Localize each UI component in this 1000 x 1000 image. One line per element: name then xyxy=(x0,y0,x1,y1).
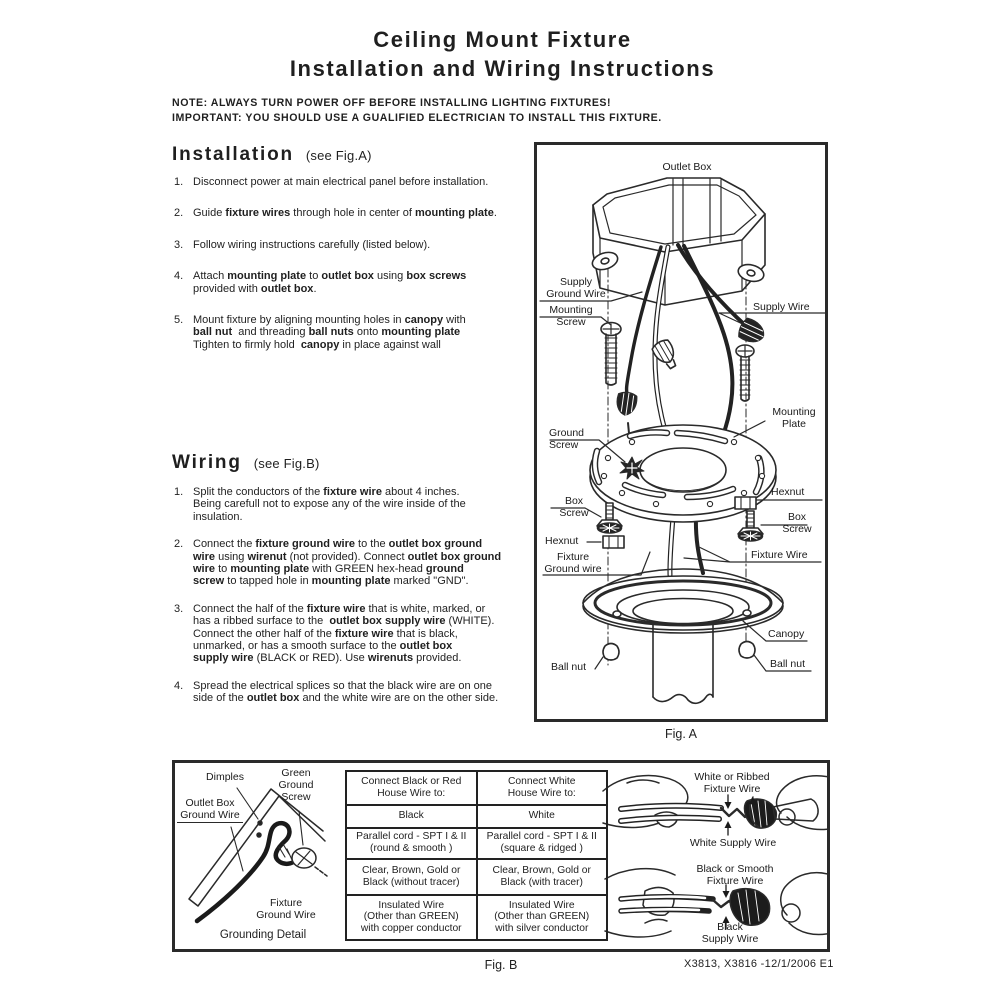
label-green-ground-screw: Green Ground Screw xyxy=(278,767,314,803)
wire-connection-table xyxy=(345,770,608,941)
note-line-2: IMPORTANT: YOU SHOULD USE A GUALIFIED ELECTRICIAN TO INSTALL THIS FIXTURE. xyxy=(172,112,662,124)
grounding-detail-caption: Grounding Detail xyxy=(219,929,307,941)
wiring-step-1: 1. Split the conductors of the fixture wire about 4 inches. Being carefull not to expose any of the wire inside of the insulation. xyxy=(174,486,466,523)
label-hexnut-left: Hexnut xyxy=(545,535,579,547)
fig-a-caption: Fig. A xyxy=(665,727,697,741)
wiring-step-3: 3. Connect the half of the fixture wire that is white, marked, or has a ribbed surface to the outlet box supply wire (WHITE). Connect the other half of the fixture wire that is black, unmarked, or has a smooth surface to the outlet box supply wire (BLACK or RED). Use wirenuts provided. xyxy=(174,602,495,665)
label-ball-nut-left: Ball nut xyxy=(551,661,587,673)
label-fixture-ground-wire: Fixture Ground wire xyxy=(544,551,602,575)
wiring-steps xyxy=(172,486,537,720)
label-black-supply-wire: Black Supply Wire xyxy=(701,921,759,945)
label-mounting-screw: Mounting Screw xyxy=(549,304,593,328)
install-step-2: 2. Guide fixture wires through hole in center of mounting plate. xyxy=(174,207,497,220)
install-step-3: 3. Follow wiring instructions carefully (listed below). xyxy=(174,238,431,251)
label-fixture-ground-wire-b: Fixture Ground Wire xyxy=(256,897,316,921)
label-hexnut-right: Hexnut xyxy=(771,486,805,498)
ball-nut-right-drawing xyxy=(739,642,755,659)
label-ground-screw: Ground Screw xyxy=(549,427,585,451)
installation-fig-ref: (see Fig.A) xyxy=(305,148,372,163)
canopy-drawing xyxy=(583,569,783,703)
wires-drawing xyxy=(627,245,747,575)
wiring-step-4: 4. Spread the electrical splices so that the black wire are on one side of the outlet box and the white wire are on the other side. xyxy=(174,679,499,705)
hexnut-right-drawing xyxy=(735,497,756,509)
label-canopy: Canopy xyxy=(768,628,805,640)
installation-heading: Installation (see Fig.A) xyxy=(172,144,372,165)
label-box-screw-right: Box Screw xyxy=(782,511,812,535)
table-header-white: Connect White House Wire to: xyxy=(477,771,608,805)
hexnut-left-drawing xyxy=(603,536,624,548)
label-mounting-plate: Mounting Plate xyxy=(772,406,816,430)
ball-nut-left-drawing xyxy=(603,644,619,661)
installation-steps xyxy=(172,176,537,370)
label-white-fixture-wire: White or Ribbed Fixture Wire xyxy=(694,771,770,795)
install-step-1: 1. Disconnect power at main electrical panel before installation. xyxy=(174,176,489,188)
wiring-fig-ref: (see Fig.B) xyxy=(253,456,320,471)
label-black-fixture-wire: Black or Smooth Fixture Wire xyxy=(696,863,774,887)
table-header-black-red: Connect Black or Red House Wire to: xyxy=(346,771,477,805)
table-row: Parallel cord - SPT I & II (round & smooth ) Parallel cord - SPT I & II (square & ridged ) xyxy=(346,828,607,859)
label-supply-wire: Supply Wire xyxy=(753,301,810,313)
document-code: X3813, X3816 -12/1/2006 E1 xyxy=(684,958,834,970)
label-fixture-wire: Fixture Wire xyxy=(751,549,808,561)
label-ball-nut-right: Ball nut xyxy=(770,658,806,670)
fig-b-panel xyxy=(172,760,830,952)
table-row: Black White xyxy=(346,805,607,828)
label-box-screw-left: Box Screw xyxy=(559,495,589,519)
wiring-heading: Wiring (see Fig.B) xyxy=(172,452,320,473)
outlet-box-drawing xyxy=(590,178,765,305)
title-line-2: Installation and Wiring Instructions xyxy=(289,56,716,81)
label-outlet-box-ground-wire: Outlet Box Ground Wire xyxy=(177,797,243,823)
wire-nut-left xyxy=(615,391,637,416)
label-outlet-box: Outlet Box xyxy=(662,161,712,173)
safety-note xyxy=(172,96,662,126)
table-row: Insulated Wire (Other than GREEN) with copper conductor Insulated Wire (Other than GREEN) with silver conductor xyxy=(346,895,607,940)
label-white-supply-wire: White Supply Wire xyxy=(689,837,777,849)
label-supply-ground-wire: Supply Ground Wire xyxy=(546,276,606,300)
box-screw-right-drawing xyxy=(738,511,763,541)
mounting-screw-left xyxy=(601,323,621,386)
mounting-screw-right xyxy=(736,345,754,401)
fig-a-diagram xyxy=(534,142,828,722)
table-row: Clear, Brown, Gold or Black (without tracer) Clear, Brown, Gold or Black (with tracer) xyxy=(346,859,607,895)
fig-b-caption: Fig. B xyxy=(484,958,518,972)
install-step-5: 5. Mount fixture by aligning mounting holes in canopy with ball nut and threading ball nuts onto mounting plate Tighten to firmly hold canopy in place against wall xyxy=(174,314,466,351)
label-dimples: Dimples xyxy=(206,771,244,783)
wiring-step-2: 2. Connect the fixture ground wire to the outlet box ground wire using wirenut (not provided). Connect outlet box ground wire to mounting plate with GREEN hex-head ground screw to tapped hole in mounting plate marked "GND". xyxy=(174,538,502,588)
page-title xyxy=(0,25,1000,83)
note-line-1: NOTE: ALWAYS TURN POWER OFF BEFORE INSTALLING LIGHTING FIXTURES! xyxy=(172,97,612,109)
install-step-4: 4. Attach mounting plate to outlet box using box screws provided with outlet box. xyxy=(174,270,467,295)
title-line-1: Ceiling Mount Fixture xyxy=(373,27,632,52)
